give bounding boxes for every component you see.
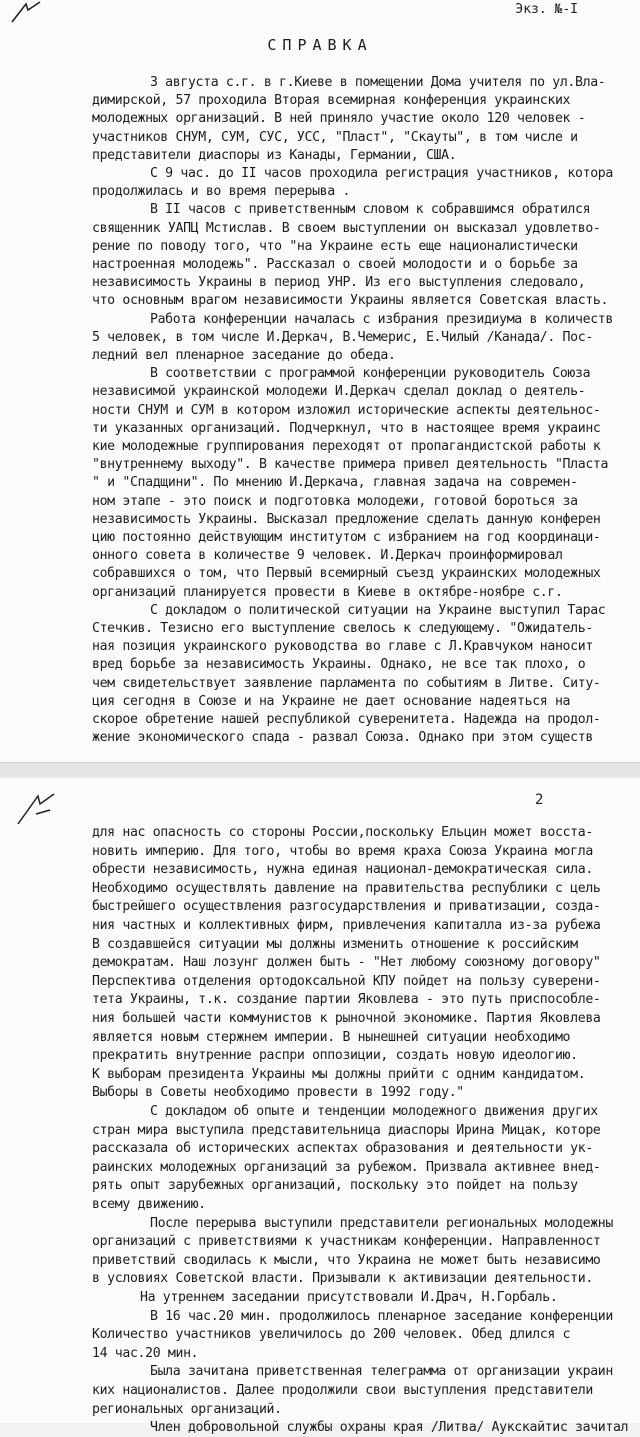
text-line: ном этапе - это поиск и подготовка молодежи, готовой бороться за: [92, 493, 578, 509]
text-line: В соответствии с программой конференции руководитель Союза: [150, 366, 591, 382]
text-line: 3 августа с.г. в г.Киеве в помещении Дома учителя по ул.Вла-: [150, 75, 606, 90]
text-line: Количество участников увеличилось до 200 человек. Обед длился с: [92, 1327, 571, 1343]
text-line: приветствий сводилась к мысли, что Украина не может быть независимо: [92, 1252, 601, 1268]
text-line: ти указанных организаций. Подчеркнул, что в настоящее время украинс: [92, 420, 601, 436]
text-line: чем свидетельствует заявление парламента по событиям в Литве. Ситу-: [92, 675, 601, 691]
text-line: жение экономического спада - развал Союза. Однако при этом существ: [92, 730, 593, 746]
text-line: В II часов с приветственным словом к собравшимся обратился: [150, 202, 591, 218]
text-line: Член добровольной службы охраны края /Литва/ Аукскайтис зачитал: [150, 1420, 629, 1436]
text-line: демократам. Наш лозунг должен быть - "Нет любому союзному договору": [92, 955, 601, 971]
text-line: для нас опасность со стороны России,поскольку Ельцин может восста-: [92, 825, 593, 840]
text-line: ности СНУМ и СУМ в котором изложил исторические аспекты деятельнос-: [92, 402, 601, 418]
text-line: В 16 час.20 мин. продолжилось пленарное заседание конференции: [150, 1308, 613, 1324]
text-line: Была зачитана приветственная телеграмма от организации украин: [150, 1364, 613, 1380]
text-line: Работа конференции началась с избрания президиума в количеств: [150, 311, 613, 327]
text-line: обрести независимость, нужна единая национал-демократическая сила.: [92, 862, 593, 878]
text-line: рять опыт зарубежных организаций, поскольку это пойдет на пользу: [92, 1178, 578, 1194]
text-line: ния большей части коммунистов к рыночной экономике. Партия Яковлева: [92, 1011, 601, 1026]
text-line: Перспектива отделения ортодоксальной КПУ пойдет на пользу суверени-: [92, 973, 601, 989]
text-line: продолжилась и во время перерыва .: [92, 184, 351, 200]
text-line: ция сегодня в Союзе и на Украине не дает основание надеяться на: [92, 693, 571, 709]
text-line: всему движению.: [92, 1197, 206, 1212]
text-line: региональных организаций.: [92, 1401, 282, 1417]
text-line: независимой украинской молодежи И.Деркач сделал доклад о деятель-: [92, 384, 586, 400]
text-line: К выборам президента Украины мы должны прийти с одним кандидатом.: [92, 1066, 586, 1082]
text-line: ких националистов. Далее продолжили свои выступления представители: [92, 1383, 593, 1398]
text-line: участников СНУМ, СУМ, СУС, УСС, "Пласт", "Скауты", в том числе и: [92, 129, 578, 145]
text-line: После перерыва выступили представители региональных молодежны: [150, 1215, 613, 1231]
pen-mark-top-left: [10, 0, 54, 24]
text-line: скорое обретение нашей республикой суверенитета. Надежда на продол-: [92, 712, 601, 727]
text-line: На утреннем заседании присутствовали И.Драч, Н.Горбаль.: [140, 1290, 558, 1305]
text-line: " и "Спадщини". По мнению И.Деркача, главная задача на современ-: [92, 475, 578, 491]
text-line: быстрейшего осуществления разгосударствления и приватизации, созда-: [92, 899, 601, 915]
text-line: 14 час.20 мин.: [92, 1345, 199, 1361]
text-line: тета Украины, т.к. создание партии Яковлева - это путь приспособле-: [92, 992, 601, 1008]
text-line: организаций планируется провести в Киеве в октябре-ноябре с.г.: [92, 584, 563, 600]
text-line: Стечкив. Тезисно его выступление свелось к следующему. "Ожидатель-: [92, 621, 593, 636]
text-line: новить империю. Для того, чтобы во время краха Союза Украина могла: [92, 843, 593, 859]
text-line: онного совета в количестве 9 человек. И.Деркач проинформировал: [92, 548, 563, 564]
text-line: цию постоянно действующим институтом с избранием на год координаци-: [92, 530, 601, 545]
document-page-2: [0, 778, 640, 1436]
text-line: рассказала об исторических аспектах образования и деятельности ук-: [92, 1141, 593, 1157]
pen-mark-page2: [14, 790, 68, 826]
text-line: что основным врагом независимости Украины является Советская власть.: [92, 293, 609, 309]
text-line: является новым стержнем империи. В нынешней ситуации необходимо: [92, 1029, 571, 1045]
text-line: рение по поводу того, что "на Украине есть еще националистически: [92, 238, 578, 254]
text-line: Необходимо осуществлять давление на правительства республики с цель: [92, 880, 601, 896]
text-line: в условиях Советской власти. Призывали к активизации деятельности.: [92, 1271, 593, 1287]
text-line: вред борьбе за независимость Украины. Однако, не все так плохо, о: [92, 657, 586, 673]
text-line: В создавшейся ситуации мы должны изменить отношение к российским: [92, 936, 578, 952]
text-line: димирской, 57 проходила Вторая всемирная конференция украинских: [92, 93, 571, 109]
text-line: собравшихся о том, что Первый всемирный съезд украинских молодежных: [92, 566, 601, 582]
text-line: раинских молодежных организаций за рубежом. Призвала активнее внед-: [92, 1159, 601, 1175]
text-line: Выборы в Советы необходимо провести в 1992 году.": [92, 1085, 464, 1101]
text-line: ная позиция украинского руководства во главе с Л.Кравчуком наносит: [92, 639, 593, 655]
text-line: "внутреннему выходу". В качестве примера привел деятельность "Пласта: [92, 457, 609, 473]
text-line: 5 человек, в том числе И.Деркач, В.Чемерис, Е.Чилый /Канада/. Пос-: [92, 329, 593, 345]
text-line: С докладом об опыте и тенденции молодежного движения других: [150, 1104, 598, 1119]
text-line: ледний вел пленарное заседание до обеда.: [92, 348, 396, 363]
text-line: независимость Украины. Высказал предложение сделать данную конферен: [92, 511, 601, 527]
text-line: организаций с приветствиями к участникам конференции. Направленност: [92, 1234, 601, 1250]
text-line: настроенная молодежь". Рассказал о своей молодости и о борьбе за: [92, 257, 578, 272]
document-title: СПРАВКА: [267, 36, 373, 54]
text-line: священник УАПЦ Мстислав. В своем выступлении он высказал удовлетво-: [92, 220, 601, 236]
text-line: кие молодежные группирования переходят от пропагандистской работы к: [92, 439, 601, 454]
page-number: 2: [535, 792, 544, 808]
text-line: независимость Украины в период УНР. Из его выступления следовало,: [92, 275, 586, 291]
text-line: стран мира выступила представительница диаспоры Ирина Мицак, которе: [92, 1122, 601, 1138]
text-line: молодежных организаций. В ней приняло участие около 120 человек -: [92, 111, 586, 127]
text-line: ния частных и коллективных фирм, привлечения капиталла из-за рубежа: [92, 918, 601, 933]
text-line: С 9 час. до II часов проходила регистрация участников, котора: [150, 166, 613, 181]
text-line: представители диаспоры из Канады, Германии, США.: [92, 147, 457, 163]
text-line: С докладом о политической ситуации на Украине выступил Тарас: [150, 602, 606, 618]
text-line: прекратить внутренние распри оппозиции, создать новую идеологию.: [92, 1048, 578, 1064]
copy-number-label: Экз. №-I: [515, 2, 578, 17]
